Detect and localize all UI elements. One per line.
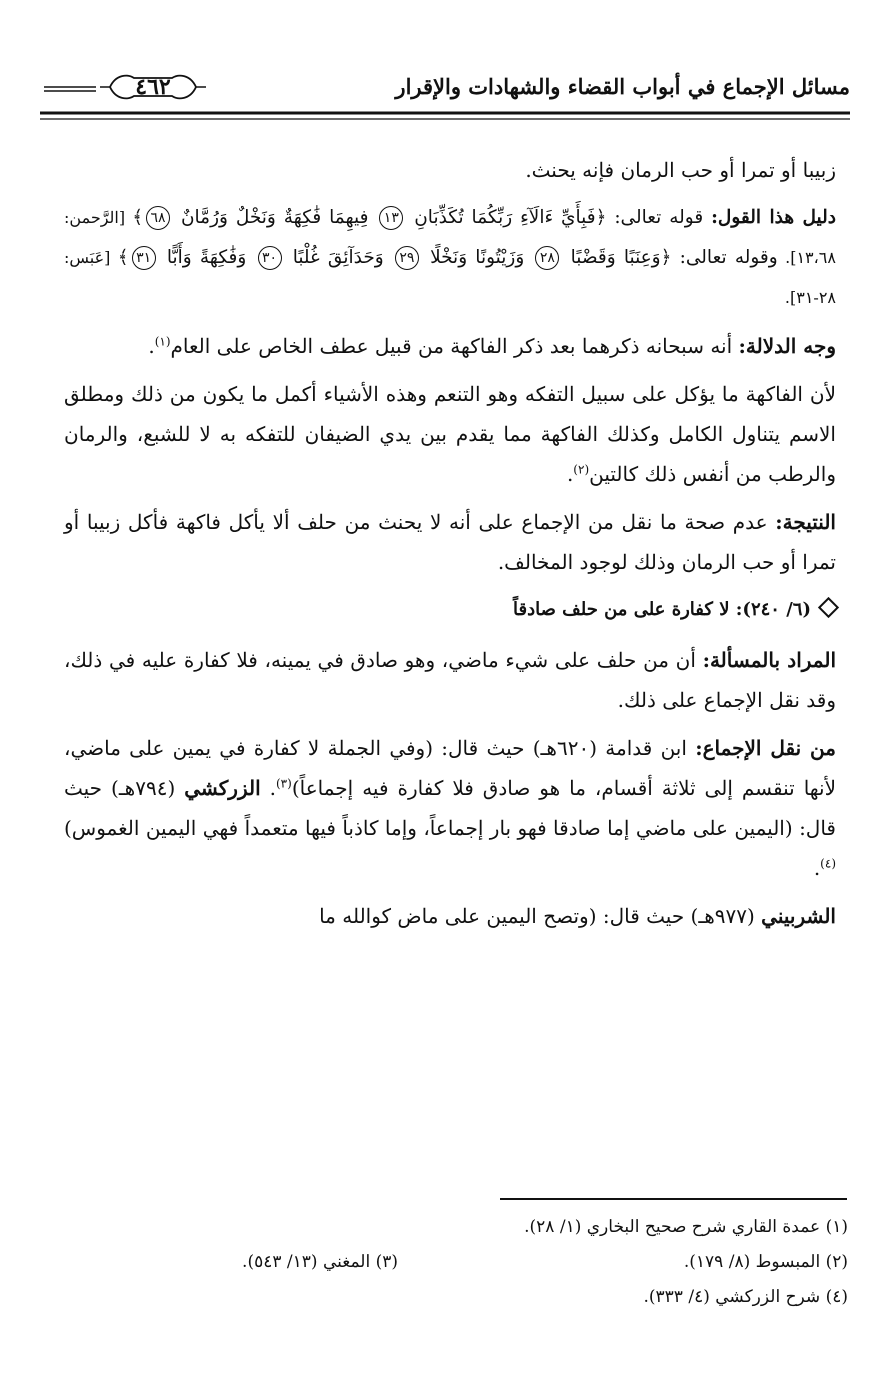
quran-text: ﴾	[117, 247, 129, 268]
footnote-marker: (٤)	[820, 856, 836, 871]
paragraph-end: .	[813, 856, 821, 880]
running-header	[40, 74, 850, 124]
paragraph-text: ابن قدامة (٦٢٠هـ) حيث قال: (وفي الجملة لا كفارة في يمين على ماضي، لأنها تنقسم إلى ثلاثة أقسام، ما هو صادق فلا كفارة فيه إجماعاً)	[64, 736, 836, 800]
page-number-frame	[98, 70, 208, 104]
body-text	[64, 150, 836, 944]
quran-text: قوله تعالى: ﴿فَبِأَيِّ ءَالَآءِ رَبِّكُمَا تُكَذِّبَانِ	[414, 207, 712, 228]
quran-text: وَزَيْتُونًا وَنَخْلًا	[430, 247, 533, 268]
quran-text: فِيهِمَا فَٰكِهَةٌ وَنَخْلٌ وَرُمَّانٌ	[180, 207, 377, 228]
paragraph	[64, 640, 836, 720]
footnote: (٢) المبسوط (٨/ ١٧٩).	[683, 1252, 848, 1272]
footnote-marker: (٢)	[573, 462, 590, 477]
footnote-marker: (٣)	[275, 776, 292, 791]
paragraph-text: (٧٩٤هـ) حيث قال: (اليمين على ماضي إما صادقا فهو بار إجماعاً، وإما كاذباً فيها متعمداً فهي اليمين الغموس)	[64, 776, 836, 840]
footnote-row	[64, 1210, 848, 1245]
footnote-separator	[500, 1198, 847, 1200]
paragraph-lead: من نقل الإجماع:	[695, 736, 836, 760]
footnotes	[64, 1210, 848, 1315]
footnote-marker: (١)	[154, 334, 171, 349]
paragraph	[64, 502, 836, 582]
paragraph	[64, 150, 836, 190]
paragraph-text: أنه سبحانه ذكرهما بعد ذكر الفاكهة من قبيل عطف الخاص على العام	[170, 334, 739, 358]
paragraph-lead: النتيجة:	[775, 510, 836, 534]
paragraph-text: زبيبا أو تمرا أو حب الرمان فإنه يحنث.	[525, 158, 836, 182]
ayah-number-mark: ٢٨	[535, 246, 559, 270]
paragraph	[64, 896, 836, 936]
section-heading	[64, 590, 836, 630]
page-number: ٤٦٢	[135, 74, 171, 100]
paragraph-text: (٩٧٧هـ) حيث قال: (وتصح اليمين على ماض كوالله ما	[319, 904, 762, 928]
section-heading-text: (٦/ ٢٤٠): لا كفارة على من حلف صادقاً	[512, 599, 811, 620]
paragraph-lead: دليل هذا القول:	[711, 207, 836, 228]
header-rule	[40, 110, 850, 124]
surah-reference: [الرَّحمن: ١٣،٦٨].	[64, 208, 836, 267]
paragraph-end: .	[566, 462, 574, 486]
paragraph-lead: المراد بالمسألة:	[702, 648, 837, 672]
ayah-number-mark: ٣١	[132, 246, 156, 270]
paragraph	[64, 374, 836, 494]
paragraph-text: عدم صحة ما نقل من الإجماع على أنه لا يحنث من حلف ألا يأكل فاكهة فأكل زبيبا أو تمرا أو حب الرمان وذلك لوجود المخالف.	[64, 510, 836, 574]
paragraph-text: أن من حلف على شيء ماضي، وهو صادق في يمينه، فلا كفارة عليه في ذلك، وقد نقل الإجماع على ذلك.	[64, 648, 836, 712]
quran-text: وَفَٰكِهَةً وَأَبًّا	[166, 247, 255, 268]
ayah-number-mark: ٢٩	[395, 246, 419, 270]
paragraph-end: .	[148, 334, 155, 358]
ayah-number-mark: ٣٠	[258, 246, 282, 270]
paragraph	[64, 728, 836, 888]
paragraph-text: .	[260, 776, 276, 800]
quran-text: وَحَدَآئِقَ غُلْبًا	[292, 247, 392, 268]
ayah-number-mark: ١٣	[379, 206, 403, 230]
footnote-row	[64, 1245, 848, 1280]
surah-reference: [عَبَس: ٢٨-٣١].	[64, 248, 836, 307]
diamond-bullet-icon	[818, 596, 839, 617]
footnote: (٤) شرح الزركشي (٤/ ٣٣٣).	[643, 1287, 848, 1307]
paragraph-text: لأن الفاكهة ما يؤكل على سبيل التفكه وهو التنعم وهذه الأشياء أكمل ما يكون من ذلك ومطلق الاسم يتناول الكامل وكذلك الفاكهة مما يقدم بين يدي الضيفان للتفكه به لا للشبع، والرمان والرطب من أنفس ذلك كالتين	[64, 382, 836, 486]
footnote-row	[64, 1280, 848, 1315]
header-title: مسائل الإجماع في أبواب القضاء والشهادات والإقرار	[395, 74, 850, 99]
scholar-name: الشربيني	[761, 904, 836, 928]
ayah-number-mark: ٦٨	[146, 206, 170, 230]
paragraph	[64, 326, 836, 366]
quran-text: وقوله تعالى: ﴿وَعِنَبًا وَقَضْبًا	[570, 247, 778, 268]
paragraph-evidence	[64, 198, 836, 318]
footnote: (٣) المغني (١٣/ ٥٤٣).	[242, 1252, 398, 1272]
footnote: (١) عمدة القاري شرح صحيح البخاري (١/ ٢٨).	[524, 1217, 848, 1237]
scholar-name: الزركشي	[184, 776, 261, 800]
paragraph-lead: وجه الدلالة:	[738, 334, 836, 358]
header-ornament	[44, 84, 96, 94]
quran-text: ﴾	[132, 207, 144, 228]
